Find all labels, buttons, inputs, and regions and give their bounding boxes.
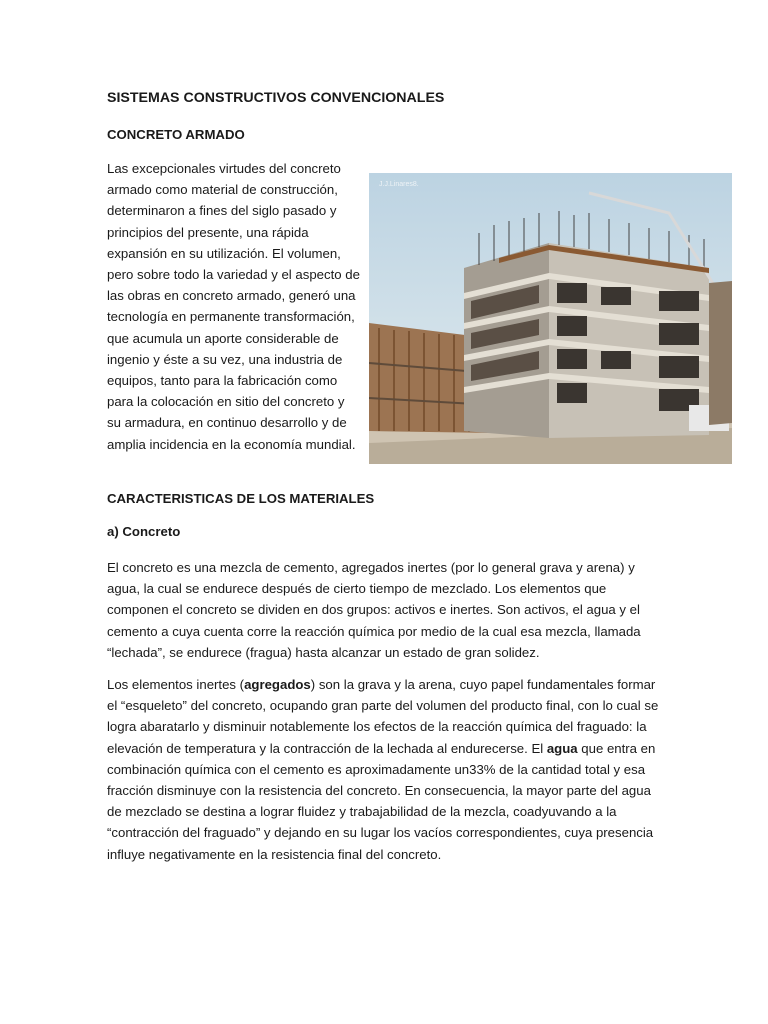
paragraph2-text-3: que entra en combinación química con el cemento es aproximadamente un33% de la cantidad total y esa fracción disminuye con la resistencia del concreto. En consecuencia, la mayor parte del agua de mezclado se destina a lograr fluidez y trabajabilidad de la mezcla, coadyuvando a la “contracción del fraguado” y dejando en su lugar los vacíos correspondientes, cuya presencia influye negativamente en la resistencia final del concreto. (107, 740, 656, 862)
paragraph2-bold-agregados: agregados (244, 677, 311, 692)
paragraph2-text-1: Los elementos inertes ( (107, 677, 245, 692)
paragraph2-text-2: ) son la grava y la arena, cuyo papel fundamentales formar el “esqueleto” del concreto, ocupando gran parte del volumen del producto final, con lo cual se logra abaratarlo y disminuir notablemente los efectos de la reacción química del fraguado: la elevación de temperatura y la contracción de la lechada al endurecerse. El (107, 677, 659, 756)
paragraph2-bold-agua: agua (546, 740, 578, 756)
construction-site-photo (369, 173, 732, 464)
section-heading-concreto-armado: CONCRETO ARMADO (107, 127, 245, 142)
paragraph-concreto-definicion: El concreto es una mezcla de cemento, agregados inertes (por lo general grava y arena) y agua, la cual se endurece después de cierto tiempo de mezclado. Los elementos que componen el concreto se dividen en dos grupos: activos e inertes. Son activos, el agua y el cemento a cuya cuenta corre la reacción química por medio de la cual esa mezcla, llamada “lechada”, se endurece (fragua) hasta alcanzar un estado de gran solidez. (107, 560, 641, 660)
photo-credit: J.J.Linares8. (379, 181, 419, 188)
building-illustration (369, 173, 732, 464)
intro-paragraph: Las excepcionales virtudes del concreto armado como material de construcción, determinaron a fines del siglo pasado y principios del presente, una rápida expansión en su utilización. El volumen, pero sobre todo la variedad y el aspecto de las obras en concreto armado, generó una tecnología en permanente transformación, que acumula un aporte considerable de ingenio y éste a su vez, una industria de equipos, tanto para la fabricación como para la colocación en sitio del concreto y su armadura, en continuo desarrollo y de amplia incidencia en la economía mundial. (107, 161, 360, 452)
section-heading-caracteristicas: CARACTERISTICAS DE LOS MATERIALES (107, 491, 375, 506)
paragraph-elementos-inertes (107, 674, 663, 865)
subsection-heading-concreto: a) Concreto (107, 524, 181, 539)
page-title: SISTEMAS CONSTRUCTIVOS CONVENCIONALES (107, 90, 445, 106)
